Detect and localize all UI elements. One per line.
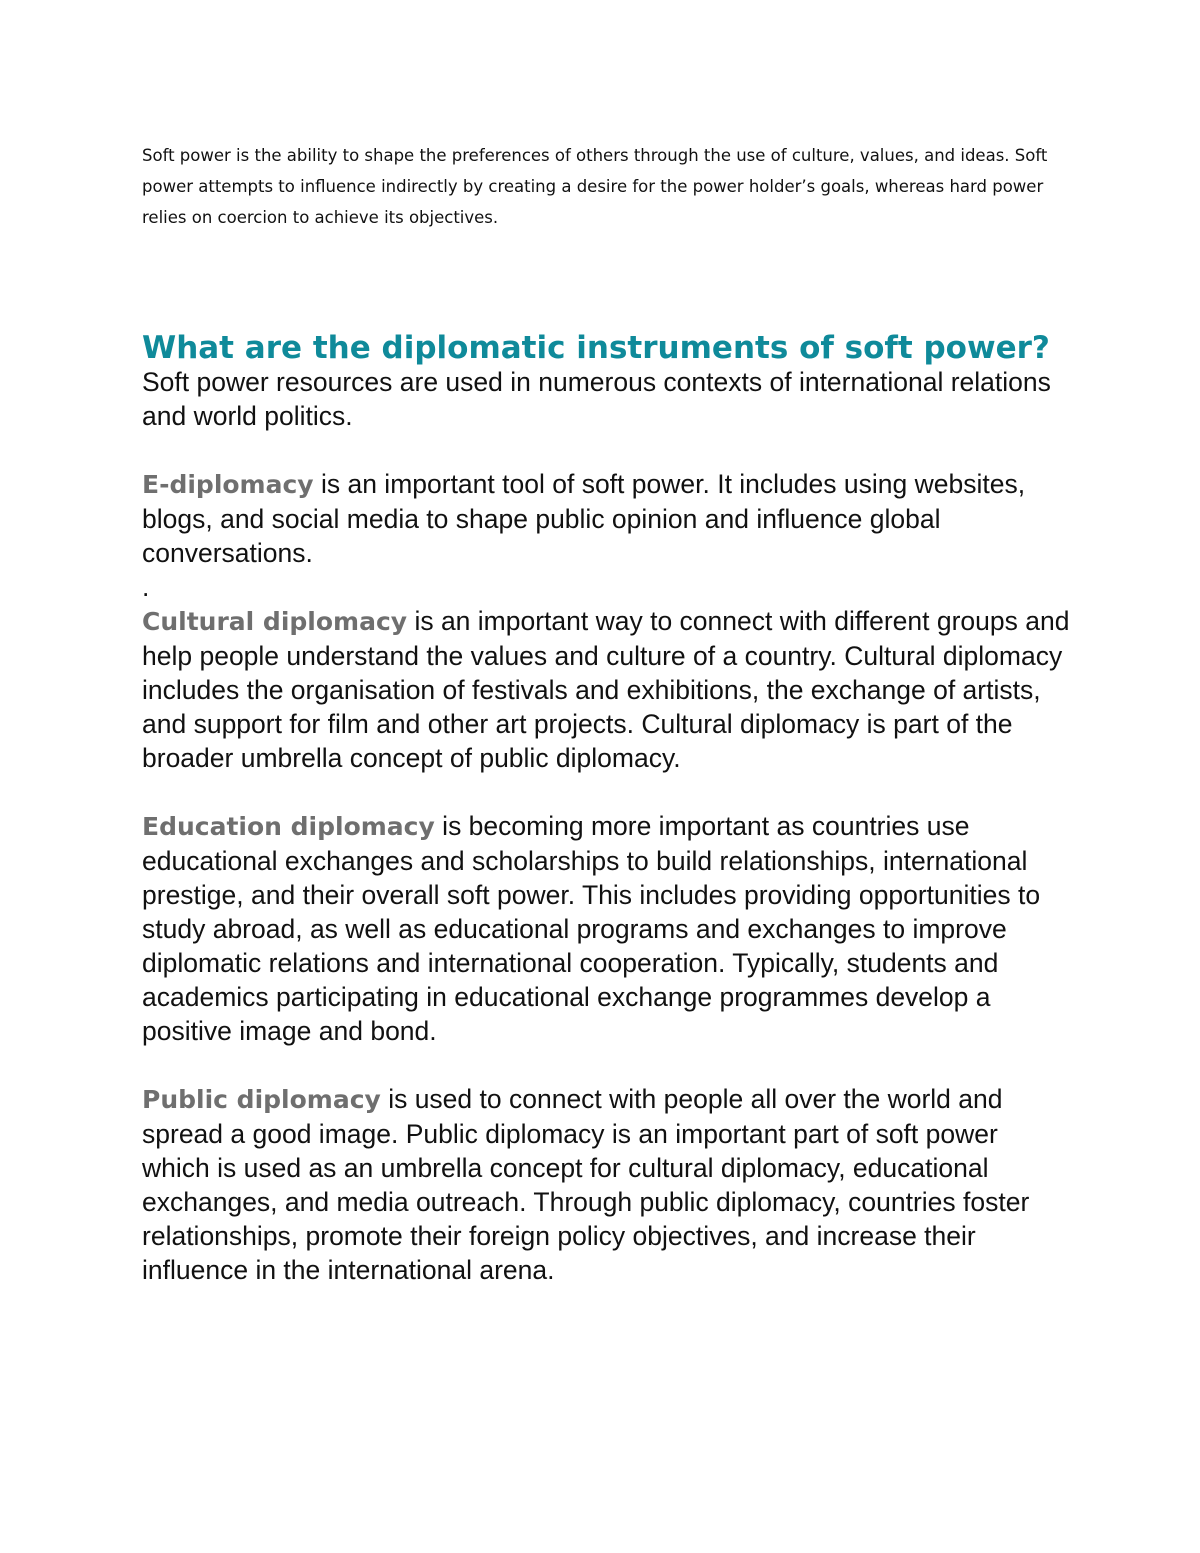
separator-dot: . [142, 572, 150, 602]
e-diplomacy-paragraph [142, 467, 1072, 570]
spacer [142, 775, 1072, 809]
cultural-diplomacy-term: Cultural diplomacy [142, 607, 408, 636]
section-heading: What are the diplomatic instruments of soft power? [142, 330, 1050, 366]
cultural-diplomacy-paragraph [142, 604, 1072, 775]
public-diplomacy-text: is used to connect with people all over the world and spread a good image. Public diplomacy is an important part of soft power which is used as an umbrella concept for cultural diplomacy, educational exchanges, and media outreach. Through public diplomacy, countries foster relationships, promote their foreign policy objectives, and increase their influence in the international arena. [142, 1084, 1030, 1285]
spacer [142, 433, 1072, 467]
e-diplomacy-term: E-diplomacy [142, 470, 314, 499]
public-diplomacy-paragraph [142, 1082, 1072, 1287]
education-diplomacy-text: is becoming more important as countries use educational exchanges and scholarships to build relationships, international prestige, and their overall soft power. This includes providing opportunities to study abroad, as well as educational programs and exchanges to improve diplomatic relations and international cooperation. Typically, students and academics participating in educational exchange programmes develop a positive image and bond. [142, 811, 1041, 1046]
spacer [142, 1048, 1072, 1082]
lead-paragraph: Soft power resources are used in numerous contexts of international relations and world politics. [142, 367, 1051, 431]
education-diplomacy-paragraph [142, 809, 1072, 1048]
public-diplomacy-term: Public diplomacy [142, 1085, 381, 1114]
document-page [142, 140, 1072, 1287]
e-diplomacy-text: is an important tool of soft power. It includes using websites, blogs, and social media to shape public opinion and influence global conversations. [142, 469, 1026, 568]
intro-paragraph: Soft power is the ability to shape the preferences of others through the use of culture, values, and ideas. Soft power attempts to influence indirectly by creating a desire for the power holder’s goals, whereas hard power relies on coercion to achieve its objectives. [142, 146, 1048, 227]
education-diplomacy-term: Education diplomacy [142, 812, 435, 841]
cultural-diplomacy-text: is an important way to connect with different groups and help people understand the values and culture of a country. Cultural diplomacy includes the organisation of festivals and exhibitions, the exchange of artists, and support for film and other art projects. Cultural diplomacy is part of the broader umbrella concept of public diplomacy. [142, 606, 1070, 773]
